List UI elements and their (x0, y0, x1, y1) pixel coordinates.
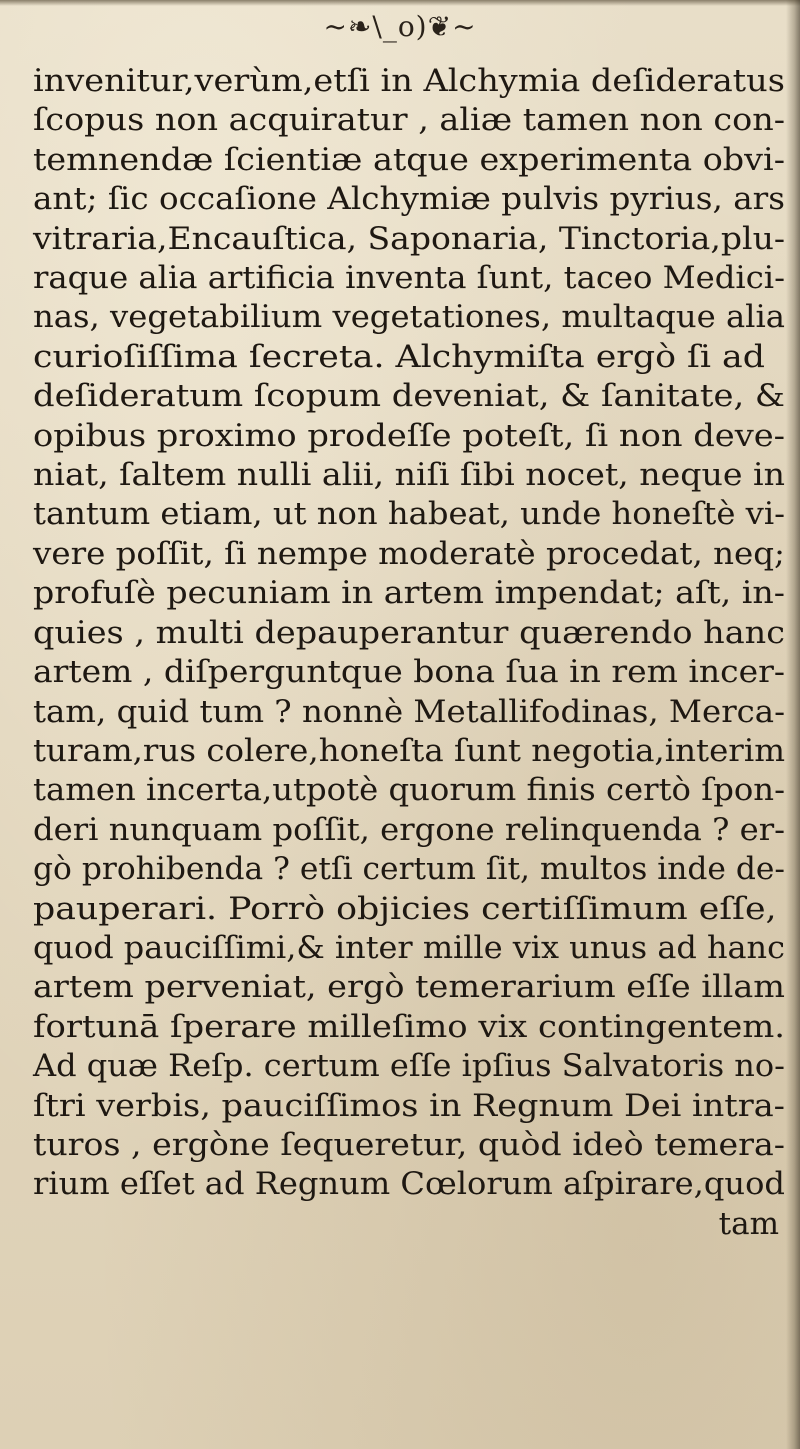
text-line: quod pauciſſimi,& inter mille vix unus ad hanc (33, 929, 785, 966)
header-ornament: ~❧\_o)❦~ (323, 10, 477, 43)
text-line: tamen incerta,utpotè quorum finis certò ſpon- (33, 772, 786, 809)
text-line: tam, quid tum ? nonnè Metallifodinas, Merca- (33, 693, 786, 730)
text-line: turam,rus colere,honeſta ſunt negotia,interim (33, 732, 785, 769)
text-line: opibus proximo prodeſſe poteſt, ſi non deve- (33, 417, 786, 454)
text-line: curioſiſſima ſecreta. Alchymiſta ergò ſi ad (33, 338, 765, 375)
text-line: nas, vegetabilium vegetationes, multaque alia (33, 299, 786, 336)
text-line: gò prohibenda ? etſi certum ſit, multos inde de- (33, 851, 786, 888)
text-line: vere poſſit, ſi nempe moderatè procedat, neq; (33, 535, 785, 572)
text-line: raque alia artificia inventa ſunt, taceo Medici- (33, 260, 786, 297)
text-line: fortunā ſperare milleſimo vix contingentem. (33, 1008, 786, 1045)
text-line: deſideratum ſcopum deveniat, & ſanitate, & (33, 378, 785, 415)
text-line: ant; ſic occaſione Alchymiæ pulvis pyrius, ars (33, 181, 785, 218)
text-line: niat, ſaltem nulli alii, niſi ſibi nocet, neque in (33, 457, 786, 494)
catchword: tam (718, 1205, 779, 1242)
text-line: ſcopus non acquiratur , aliæ tamen non con- (33, 102, 786, 139)
text-line: pauperari. Porrò objicies certiſſimum eſſe, (33, 890, 777, 927)
text-line: profuſè pecuniam in artem impendat; aſt, in- (33, 575, 785, 612)
text-line: deri nunquam poſſit, ergone relinquenda ? er- (33, 811, 786, 848)
text-line: Ad quæ Reſp. certum eſſe ipſius Salvatoris no- (33, 1048, 785, 1085)
body-text (33, 62, 793, 1244)
text-line: artem , diſperguntque bona ſua in rem incer- (33, 654, 786, 691)
text-line: quies , multi depauperantur quærendo hanc (33, 614, 786, 651)
text-line: ſtri verbis, pauciſſimos in Regnum Dei intra- (33, 1087, 785, 1124)
text-line: invenitur,verùm,etſi in Alchymia deſideratus (33, 63, 785, 99)
text-line: vitraria,Encauſtica, Saponaria, Tinctoria,plu- (33, 220, 785, 257)
text-line: tantum etiam, ut non habeat, unde honeſtè vi- (33, 496, 786, 533)
text-line: rium eſſet ad Regnum Cœlorum aſpirare,quod (33, 1166, 785, 1203)
text-line: temnendæ ſcientiæ atque experimenta obvi- (33, 141, 785, 178)
text-line: artem perveniat, ergò temerarium eſſe illam (33, 969, 785, 1006)
top-edge-shadow (0, 0, 800, 6)
text-line: turos , ergòne ſequeretur, quòd ideò temera- (33, 1126, 786, 1163)
